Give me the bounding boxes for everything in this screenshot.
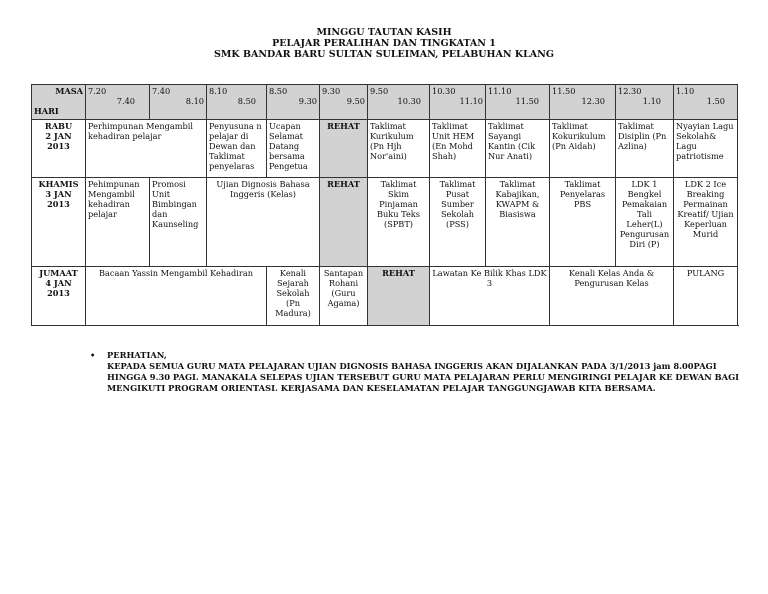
day-cell-rabu: RABU 2 JAN 2013 — [32, 120, 86, 178]
time-slot-7: 10.30 11.10 — [430, 85, 486, 120]
cell-rabu-perhimpunan: Perhimpunan Mengambil kehadiran pelajar — [86, 120, 207, 178]
masa-label: MASA — [55, 86, 83, 96]
time-slot-3: 8.10 8.50 — [207, 85, 267, 120]
cell-rabu-rehat: REHAT — [320, 120, 368, 178]
row-jumaat — [32, 267, 738, 326]
masa-hari-header — [32, 85, 86, 120]
document-title — [0, 27, 768, 60]
cell-khamis-pss: Taklimat Pusat Sumber Sekolah (PSS) — [430, 178, 486, 267]
notice-heading: PERHATIAN, — [107, 350, 167, 360]
cell-khamis-pbs: Taklimat Penyelaras PBS — [550, 178, 616, 267]
row-rabu — [32, 120, 738, 178]
cell-rabu-nyanyian: Nyayian Lagu Sekolah& Lagu patriotisme — [674, 120, 738, 178]
cell-khamis-ldk1: LDK 1 Bengkel Pemakaian Tali Leher(L) Pengurusan Diri (P) — [616, 178, 674, 267]
cell-jumaat-rohani: Santapan Rohani (Guru Agama) — [320, 267, 368, 326]
cell-rabu-disiplin: Taklimat Disiplin (Pn Azlina) — [616, 120, 674, 178]
time-slot-9: 11.50 12.30 — [550, 85, 616, 120]
cell-khamis-spbt: Taklimat Skim Pinjaman Buku Teks (SPBT) — [368, 178, 430, 267]
cell-jumaat-rehat: REHAT — [368, 267, 430, 326]
title-line-3: SMK BANDAR BARU SULTAN SULEIMAN, PELABUHAN KLANG — [214, 49, 554, 60]
notice-block — [90, 350, 740, 394]
time-slot-2: 7.40 8.10 — [150, 85, 207, 120]
time-slot-10: 12.30 1.10 — [616, 85, 674, 120]
cell-rabu-kantin: Taklimat Sayangi Kantin (Cik Nur Anati) — [486, 120, 550, 178]
cell-khamis-kebajikan: Taklimat Kabajikan, KWAPM & Biasiswa — [486, 178, 550, 267]
cell-rabu-ucapan: Ucapan Selamat Datang bersama Pengetua — [267, 120, 320, 178]
cell-rabu-hem: Taklimat Unit HEM (En Mohd Shah) — [430, 120, 486, 178]
time-slot-5: 9.30 9.50 — [320, 85, 368, 120]
title-line-1: MINGGU TAUTAN KASIH — [316, 27, 452, 38]
time-slot-4: 8.50 9.30 — [267, 85, 320, 120]
time-slot-11: 1.10 1.50 — [674, 85, 738, 120]
cell-khamis-perhimpunan: Pehimpunan Mengambil kehadiran pelajar — [86, 178, 150, 267]
title-line-2: PELAJAR PERALIHAN DAN TINGKATAN 1 — [272, 38, 496, 49]
cell-jumaat-pulang: PULANG — [674, 267, 738, 326]
cell-jumaat-lawatan: Lawatan Ke Bilik Khas LDK 3 — [430, 267, 550, 326]
day-cell-khamis: KHAMIS 3 JAN 2013 — [32, 178, 86, 267]
cell-jumaat-kelas: Kenali Kelas Anda & Pengurusan Kelas — [550, 267, 674, 326]
time-slot-8: 11.10 11.50 — [486, 85, 550, 120]
cell-jumaat-yassin: Bacaan Yassin Mengambil Kehadiran — [86, 267, 267, 326]
cell-khamis-promosi: Promosi Unit Bimbingan dan Kaunseling — [150, 178, 207, 267]
cell-khamis-rehat: REHAT — [320, 178, 368, 267]
cell-rabu-penyusunan: Penyusuna n pelajar di Dewan dan Taklimat penyelaras — [207, 120, 267, 178]
hari-label: HARI — [34, 106, 59, 116]
time-slot-6: 9.50 10.30 — [368, 85, 430, 120]
day-cell-jumaat: JUMAAT 4 JAN 2013 — [32, 267, 86, 326]
cell-rabu-kurikulum: Taklimat Kurikulum (Pn Hjh Nor'aini) — [368, 120, 430, 178]
time-slot-1: 7.20 7.40 — [86, 85, 150, 120]
bullet-icon: • — [90, 350, 96, 360]
schedule-table — [31, 84, 738, 326]
notice-text: KEPADA SEMUA GURU MATA PELAJARAN UJIAN DIGNOSIS BAHASA INGGERIS AKAN DIJALANKAN PADA 3/1/2013 jam 8.00PAGI HINGGA 9.30 PAGI. MANAKALA SELEPAS UJIAN TERSEBUT GURU MATA PELAJARAN PERLU MENGIRINGI PELAJAR KE DEWAN BAGI MENGIKUTI PROGRAM ORIENTASI. KERJASAMA DAN KESELAMATAN PELAJAR TANGGUNGJAWAB KITA BERSAMA. — [107, 361, 740, 393]
cell-khamis-ldk2: LDK 2 Ice Breaking Permainan Kreatif/ Ujian Keperluan Murid — [674, 178, 738, 267]
header-row — [32, 85, 738, 120]
row-khamis — [32, 178, 738, 267]
cell-jumaat-sejarah: Kenali Sejarah Sekolah (Pn Madura) — [267, 267, 320, 326]
cell-khamis-ujian: Ujian Dignosis Bahasa Inggeris (Kelas) — [207, 178, 320, 267]
cell-rabu-kokurikulum: Taklimat Kokurikulum (Pn Aidah) — [550, 120, 616, 178]
